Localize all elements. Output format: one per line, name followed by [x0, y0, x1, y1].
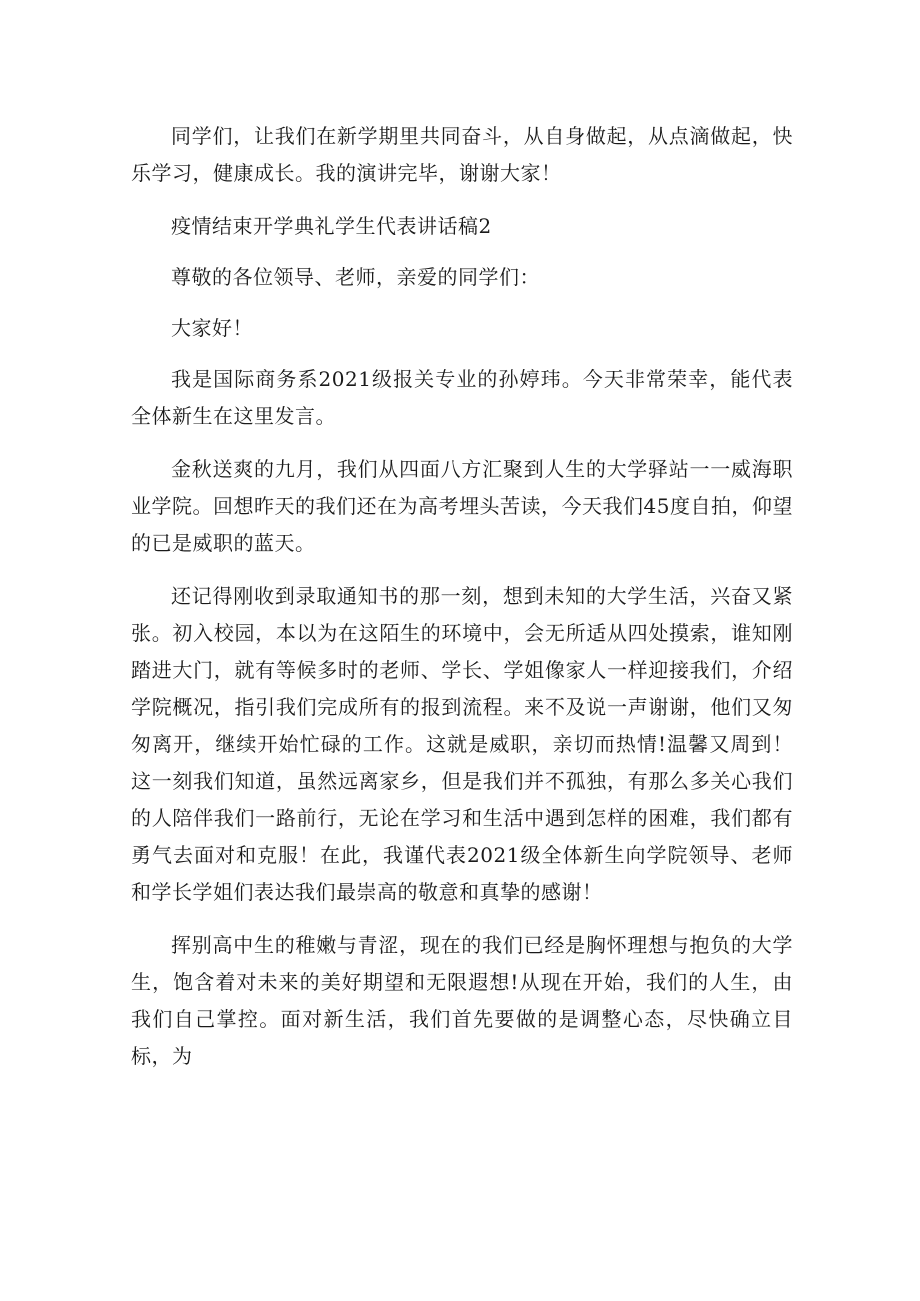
- paragraph-closing: 同学们，让我们在新学期里共同奋斗，从自身做起，从点滴做起，快乐学习，健康成长。我的演讲完毕，谢谢大家！: [131, 124, 793, 185]
- speech-title: 疫情结束开学典礼学生代表讲话稿2: [171, 214, 492, 238]
- paragraph-introduction: 我是国际商务系2021级报关专业的孙婷玮。今天非常荣幸，能代表全体新生在这里发言。: [131, 367, 793, 428]
- document-body: [131, 118, 793, 1091]
- paragraph-first-day: 还记得刚收到录取通知书的那一刻，想到未知的大学生活，兴奋又紧张。初入校园，本以为在这陌生的环境中，会无所适从四处摸索，谁知刚踏进大门，就有等候多时的老师、学长、学姐像家人一样迎接我们，介绍学院概况，指引我们完成所有的报到流程。来不及说一声谢谢，他们又匆匆离开，继续开始忙碌的工作。这就是威职，亲切而热情!温馨又周到！这一刻我们知道，虽然远离家乡，但是我们并不孤独，有那么多关心我们的人陪伴我们一路前行，无论在学习和生活中遇到怎样的困难，我们都有勇气去面对和克服！在此，我谨代表2021级全体新生向学院领导、老师和学长学姐们表达我们最崇高的敬意和真挚的感谢！: [131, 584, 793, 904]
- paragraph-arrival: 金秋送爽的九月，我们从四面八方汇聚到人生的大学驿站一一威海职业学院。回想昨天的我们还在为高考埋头苦读，今天我们45度自拍，仰望的已是威职的蓝天。: [131, 457, 793, 555]
- salutation: 尊敬的各位领导、老师，亲爱的同学们：: [171, 265, 540, 289]
- paragraph-new-life: 挥别高中生的稚嫩与青涩，现在的我们已经是胸怀理想与抱负的大学生，饱含着对未来的美好期望和无限遐想!从现在开始，我们的人生，由我们自己掌控。面对新生活，我们首先要做的是调整心态，尽快确立目标，为: [131, 933, 793, 1068]
- greeting: 大家好！: [171, 316, 253, 340]
